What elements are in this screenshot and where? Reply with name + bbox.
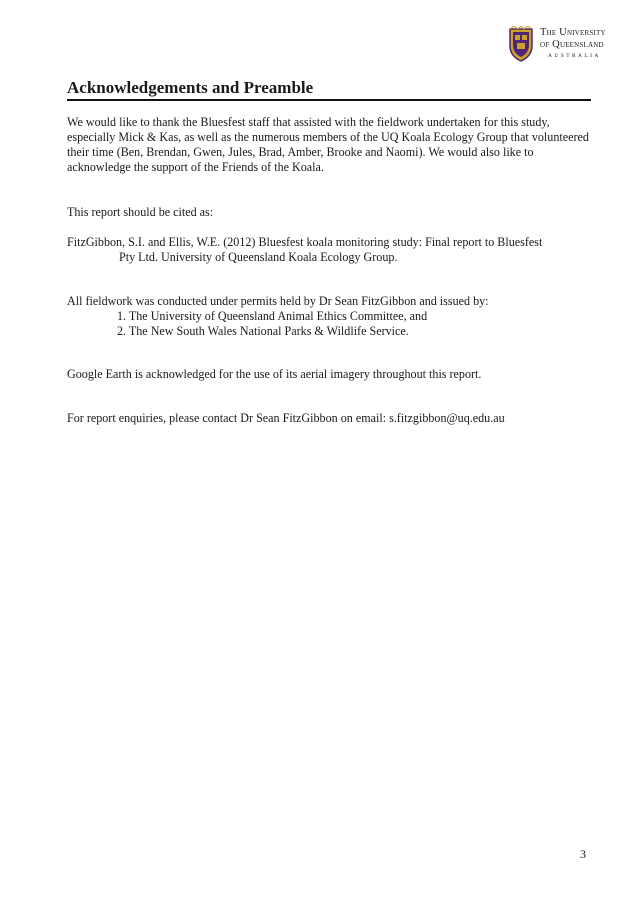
citation-line-1: FitzGibbon, S.I. and Ellis, W.E. (2012) Bluesfest koala monitoring study: Final report to Bluesfest [67, 235, 543, 249]
page-title: Acknowledgements and Preamble [67, 78, 591, 101]
thanks-paragraph: We would like to thank the Bluesfest staff that assisted with the fieldwork undertaken for this study, especially Mick & Kas, as well as the numerous members of the UQ Koala Ecology Group that volunteered their time (Ben, Brendan, Gwen, Jules, Brad, Amber, Brooke and Naomi). We would also like to acknowledge the support of the Friends of the Koala. [67, 115, 589, 174]
logo-country: AUSTRALIA [548, 53, 601, 59]
university-logo [508, 24, 628, 66]
logo-line-1: The University [540, 27, 606, 38]
page-number: 3 [580, 847, 586, 861]
university-name [540, 27, 606, 51]
citation-line-2: Pty Ltd. University of Queensland Koala Ecology Group. [119, 250, 398, 264]
google-acknowledgement: Google Earth is acknowledged for the use of its aerial imagery throughout this report. [67, 367, 482, 381]
list-item: 2. The New South Wales National Parks & Wildlife Service. [117, 324, 409, 338]
cite-intro: This report should be cited as: [67, 205, 214, 219]
citation [67, 235, 597, 265]
permits-list [67, 309, 597, 339]
permits-intro: All fieldwork was conducted under permits held by Dr Sean FitzGibbon and issued by: [67, 294, 489, 308]
permits-section [67, 294, 597, 339]
logo-line-2: of Queensland [540, 39, 604, 50]
enquiries-paragraph: For report enquiries, please contact Dr Sean FitzGibbon on email: s.fitzgibbon@uq.edu.au [67, 411, 505, 425]
list-item: 1. The University of Queensland Animal Ethics Committee, and [117, 309, 428, 323]
uq-crest-icon [508, 26, 534, 62]
